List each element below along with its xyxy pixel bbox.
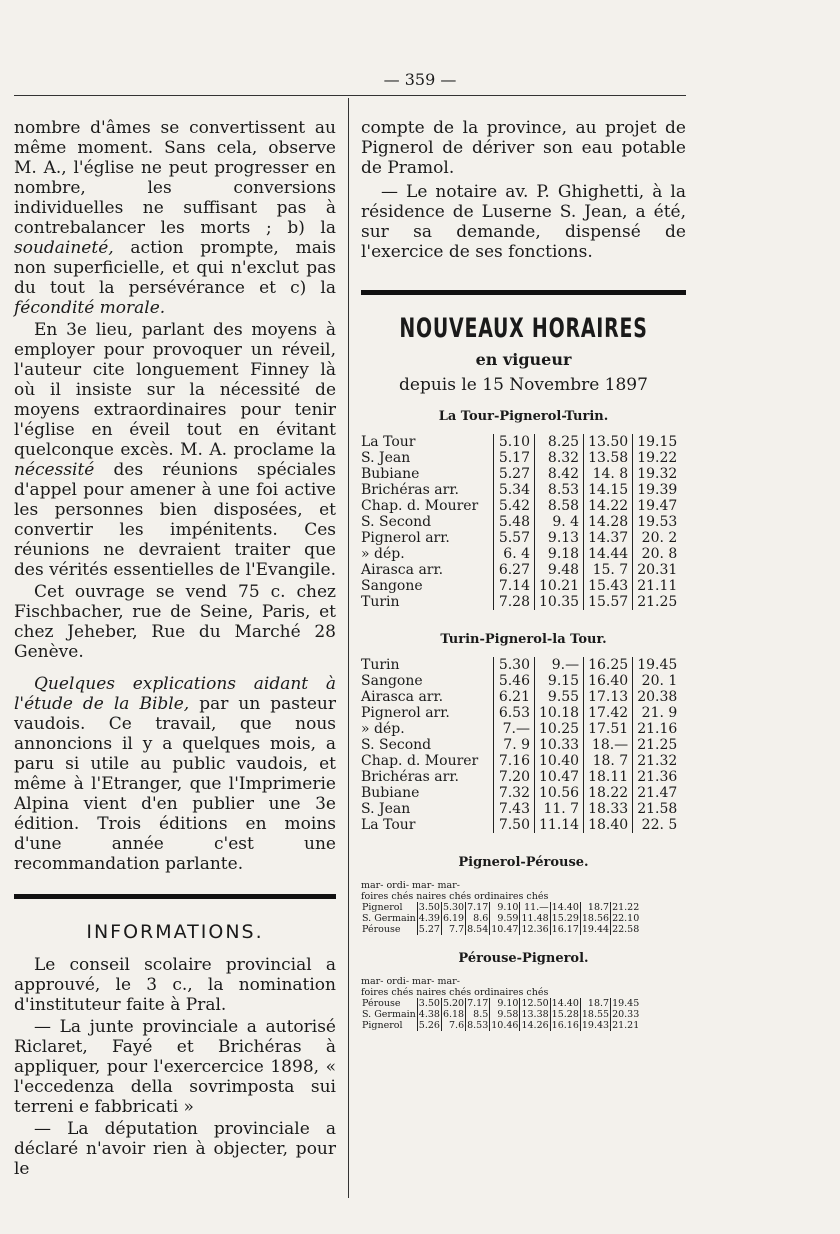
departure-time: 14.44 [584, 546, 633, 562]
station-name: Turin [361, 657, 400, 673]
departure-time: 5.27 [494, 466, 535, 482]
info-deputation: — La députation provinciale a déclaré n'avoir rien à objecter, pour le [14, 1119, 336, 1179]
departure-time: 3.50 [418, 998, 440, 1009]
departure-time: 7.32 [494, 785, 535, 801]
departure-time: 18.33 [584, 801, 633, 817]
timetable-row [361, 657, 681, 673]
station-name: S. Second [361, 737, 432, 753]
departure-time: 5.42 [494, 498, 535, 514]
departure-time: 18.11 [584, 769, 633, 785]
departure-time: 19.45 [612, 998, 640, 1009]
departure-time: 4.38 [418, 1009, 440, 1020]
station-name: Pignerol [362, 1020, 403, 1031]
departure-time: 18.40 [584, 817, 633, 833]
departure-time: 7.17 [467, 902, 489, 913]
departure-time: 21.32 [633, 753, 682, 769]
departure-time: 7.28 [494, 594, 535, 610]
timetable-row [361, 546, 681, 562]
timetable-row [361, 498, 681, 514]
station-name: Pignerol arr. [361, 705, 450, 721]
departure-time: 19.44 [581, 924, 610, 935]
departure-time: 9.58 [490, 1009, 520, 1020]
timetable-title-perouse-pignerol: Pérouse-Pignerol. [458, 951, 589, 966]
station-name: » dép. [361, 546, 405, 562]
timetable-row [361, 1009, 640, 1020]
timetable-row [361, 689, 681, 705]
left-column [14, 118, 336, 1181]
departure-time: 7.6 [441, 1020, 465, 1031]
departure-time: 9.48 [535, 562, 584, 578]
departure-time: 9.18 [535, 546, 584, 562]
station-name: S. Germain [362, 913, 416, 924]
timetable-row [361, 482, 681, 498]
departure-time: 20.31 [633, 562, 682, 578]
departure-time: 20. 8 [633, 546, 682, 562]
departure-time: 15.29 [551, 913, 579, 924]
departure-time: 6.21 [494, 689, 535, 705]
departure-time: 21.47 [633, 785, 682, 801]
station-name: S. Jean [361, 450, 411, 466]
timetable-row [361, 801, 681, 817]
emphasis: fécondité morale. [14, 298, 166, 318]
station-name: Pérouse [362, 998, 401, 1009]
departure-time: 16.40 [584, 673, 633, 689]
timetable-turin-latour [361, 657, 681, 833]
departure-time: 22. 5 [633, 817, 682, 833]
departure-time: 21.22 [612, 902, 640, 913]
departure-time: 19.53 [633, 514, 682, 530]
departure-time: 15.43 [584, 578, 633, 594]
departure-time: 5.26 [418, 1020, 440, 1031]
paragraph-bible [14, 674, 336, 874]
departure-time: 21.11 [633, 578, 682, 594]
section-rule [14, 894, 336, 899]
departure-time: 16.16 [551, 1020, 579, 1031]
departure-time: 10.40 [535, 753, 584, 769]
departure-time: 13.38 [521, 1009, 549, 1020]
text: par un pasteur vaudois. Ce travail, que nous annoncions il y a quelques mois, a paru si utile au public vaudois, et même à l'Etranger, que l'Imprimerie Alpina vient d'en publier une 3e édition. Trois éditions en moins d'une année c'est une recommandation parlante. [14, 694, 336, 874]
header-line: foires chés naires chés ordinaires chés [361, 987, 549, 998]
station-name: Airasca arr. [361, 689, 444, 705]
station-name: Sangone [361, 673, 423, 689]
departure-time: 9.10 [490, 902, 520, 913]
timetable-row [361, 562, 681, 578]
departure-time: 19.15 [633, 434, 682, 450]
departure-time: 14.40 [551, 902, 579, 913]
departure-time: 18.22 [584, 785, 633, 801]
departure-time: 11.48 [521, 913, 549, 924]
timetable-row [361, 721, 681, 737]
header-line: mar- ordi- mar- mar- [361, 976, 460, 987]
departure-time: 6.18 [442, 1009, 465, 1020]
departure-time: 8.32 [535, 450, 584, 466]
right-column [361, 118, 686, 1031]
headline-horaires: NOUVEAUX HORAIRES [399, 313, 648, 344]
station-name: Bubiane [361, 785, 420, 801]
departure-time: 19.47 [633, 498, 682, 514]
departure-time: 10.35 [535, 594, 584, 610]
timetable-row [361, 434, 681, 450]
timetable-header [361, 880, 686, 902]
timetable-row [361, 913, 640, 924]
timetable-latour-turin [361, 434, 681, 610]
departure-time: 18.55 [581, 1009, 610, 1020]
departure-time: 21.25 [633, 594, 682, 610]
departure-time: 5.30 [494, 657, 535, 673]
subhead-date: depuis le 15 Novembre 1897 [399, 375, 648, 395]
departure-time: 7.14 [494, 578, 535, 594]
timetable-row [361, 450, 681, 466]
departure-time: 7.50 [494, 817, 535, 833]
departure-time: 11.14 [535, 817, 584, 833]
timetable-row [361, 737, 681, 753]
departure-time: 12.50 [521, 998, 549, 1009]
timetable-header [361, 976, 686, 998]
section-rule [361, 290, 686, 295]
paragraph-moyens [14, 320, 336, 580]
paragraph-notaire: — Le notaire av. P. Ghighetti, à la résidence de Luserne S. Jean, a été, sur sa demande, dispensé de l'exercice de ses fonctions. [361, 182, 686, 262]
departure-time: 11.— [520, 902, 550, 913]
departure-time: 6.27 [494, 562, 535, 578]
departure-time: 8.25 [535, 434, 584, 450]
departure-time: 4.39 [418, 913, 440, 924]
departure-time: 9.10 [490, 998, 520, 1009]
station-name: S. Germain [362, 1009, 416, 1020]
departure-time: 7.20 [494, 769, 535, 785]
timetable-title-turin-latour: Turin-Pignerol-la Tour. [440, 632, 607, 647]
departure-time: 19.43 [581, 1020, 610, 1031]
departure-time: 8.53 [467, 1020, 489, 1031]
timetable-row [361, 514, 681, 530]
station-name: Turin [361, 594, 400, 610]
departure-time: 5.46 [494, 673, 535, 689]
timetable-perouse-pignerol [361, 998, 640, 1031]
departure-time: 17.51 [584, 721, 633, 737]
departure-time: 20. 1 [633, 673, 682, 689]
departure-time: 22.10 [612, 913, 640, 924]
emphasis: soudaineté, [14, 238, 114, 258]
departure-time: 21.16 [633, 721, 682, 737]
departure-time: 5.20 [442, 998, 465, 1009]
station-name: Bubiane [361, 466, 420, 482]
departure-time: 14.22 [584, 498, 633, 514]
departure-time: 7.16 [494, 753, 535, 769]
departure-time: 19.32 [633, 466, 682, 482]
departure-time: 3.50 [418, 902, 440, 913]
departure-time: 14.26 [521, 1020, 549, 1031]
paragraph-pramol: compte de la province, au projet de Pignerol de dériver son eau potable de Pramol. [361, 118, 686, 178]
departure-time: 9.— [535, 657, 584, 673]
departure-time: 9.15 [535, 673, 584, 689]
departure-time: 9.55 [535, 689, 584, 705]
emphasis: Quelques explications aidant à l'étude de la Bible, [14, 674, 336, 714]
departure-time: 8.6 [466, 913, 490, 924]
departure-time: 5.57 [494, 530, 535, 546]
station-name: Pignerol [362, 902, 403, 913]
station-name: Pérouse [362, 924, 401, 935]
timetable-title-latour-turin: La Tour-Pignerol-Turin. [438, 409, 609, 424]
departure-time: 22.58 [612, 924, 640, 935]
departure-time: 14. 8 [584, 466, 633, 482]
timetable-row [361, 673, 681, 689]
departure-time: 7.— [494, 721, 535, 737]
departure-time: 20.38 [633, 689, 682, 705]
timetable-row [361, 785, 681, 801]
departure-time: 6. 4 [494, 546, 535, 562]
paragraph-conversions [14, 118, 336, 318]
departure-time: 5.10 [494, 434, 535, 450]
departure-time: 15.57 [584, 594, 633, 610]
station-name: Pignerol arr. [361, 530, 450, 546]
emphasis: nécessité [14, 460, 95, 480]
departure-time: 9.13 [535, 530, 584, 546]
departure-time: 10.56 [535, 785, 584, 801]
timetable-row [361, 769, 681, 785]
departure-time: 14.40 [551, 998, 579, 1009]
departure-time: 18.56 [581, 913, 610, 924]
departure-time: 18.7 [580, 998, 610, 1009]
departure-time: 13.58 [584, 450, 633, 466]
departure-time: 13.50 [584, 434, 633, 450]
station-name: S. Jean [361, 801, 411, 817]
departure-time: 10.46 [491, 1020, 519, 1031]
departure-time: 5.17 [494, 450, 535, 466]
departure-time: 5.30 [442, 902, 465, 913]
departure-time: 8.42 [535, 466, 584, 482]
text: action prompte, mais non superficielle, et qui n'exclut pas du tout la persévérance et c) la [14, 238, 336, 298]
departure-time: 8.58 [535, 498, 584, 514]
station-name: La Tour [361, 434, 416, 450]
departure-time: 19.39 [633, 482, 682, 498]
departure-time: 20. 2 [633, 530, 682, 546]
departure-time: 5.34 [494, 482, 535, 498]
departure-time: 19.22 [633, 450, 682, 466]
departure-time: 21.36 [633, 769, 682, 785]
station-name: Brichéras arr. [361, 769, 459, 785]
departure-time: 10.33 [535, 737, 584, 753]
station-name: Airasca arr. [361, 562, 444, 578]
departure-time: 11. 7 [535, 801, 584, 817]
subhead-vigueur: en vigueur [475, 350, 572, 369]
departure-time: 21. 9 [633, 705, 682, 721]
column-separator [348, 98, 349, 1198]
timetable-row [361, 594, 681, 610]
departure-time: 19.45 [633, 657, 682, 673]
departure-time: 7.17 [467, 998, 489, 1009]
departure-time: 21.25 [633, 737, 682, 753]
timetable-row [361, 530, 681, 546]
station-name: » dép. [361, 721, 405, 737]
departure-time: 7.7 [441, 924, 465, 935]
page-number: — 359 — [383, 70, 457, 89]
timetable-row [361, 753, 681, 769]
departure-time: 16.25 [584, 657, 633, 673]
departure-time: 9.59 [490, 913, 520, 924]
station-name: Chap. d. Mourer [361, 753, 479, 769]
section-title-informations: INFORMATIONS. [86, 921, 264, 943]
departure-time: 8.53 [535, 482, 584, 498]
departure-time: 15. 7 [584, 562, 633, 578]
departure-time: 17.13 [584, 689, 633, 705]
timetable-row [361, 902, 640, 913]
departure-time: 10.18 [535, 705, 584, 721]
departure-time: 5.48 [494, 514, 535, 530]
station-name: Sangone [361, 578, 423, 594]
departure-time: 8.54 [467, 924, 489, 935]
departure-time: 5.27 [418, 924, 440, 935]
timetable-row [361, 1020, 640, 1031]
timetable-row [361, 998, 640, 1009]
departure-time: 10.25 [535, 721, 584, 737]
timetable-row [361, 578, 681, 594]
departure-time: 15.28 [551, 1009, 579, 1020]
departure-time: 9. 4 [535, 514, 584, 530]
info-conseil: Le conseil scolaire provincial a approuvé, le 3 c., la nomination d'instituteur faite à Pral. [14, 955, 336, 1015]
timetable-pignerol-perouse [361, 902, 640, 935]
header-rule [14, 95, 686, 96]
timetable-row [361, 924, 640, 935]
paragraph-vente: Cet ouvrage se vend 75 c. chez Fischbacher, rue de Seine, Paris, et chez Jeheber, Rue du Marché 28 Genève. [14, 582, 336, 662]
station-name: Brichéras arr. [361, 482, 459, 498]
timetable-row [361, 705, 681, 721]
departure-time: 6.53 [494, 705, 535, 721]
info-junte: — La junte provinciale a autorisé Riclaret, Fayé et Brichéras à appliquer, pour l'exercercice 1898, « l'eccedenza della sovrimposta sui terreni e fabbricati » [14, 1017, 336, 1117]
text: des réunions spéciales d'appel pour amener à une foi active les personnes bien disposées, et convertir les impénitents. Ces réunions ne devraient traiter que des vérités essentielles de l'Evangile. [14, 460, 337, 580]
departure-time: 18.7 [580, 902, 610, 913]
text: En 3e lieu, parlant des moyens à employer pour provoquer un réveil, l'auteur cite longuement Finney là où il insiste sur la nécessité de moyens extraordinaires pour tenir l'église en éveil tout en évitant quelconque excès. M. A. proclame la [14, 320, 336, 460]
departure-time: 7.43 [494, 801, 535, 817]
departure-time: 8.5 [466, 1009, 490, 1020]
departure-time: 18. 7 [584, 753, 633, 769]
departure-time: 7. 9 [494, 737, 535, 753]
departure-time: 21.21 [612, 1020, 640, 1031]
station-name: La Tour [361, 817, 416, 833]
departure-time: 18.— [584, 737, 633, 753]
departure-time: 21.58 [633, 801, 682, 817]
departure-time: 10.21 [535, 578, 584, 594]
departure-time: 6.19 [442, 913, 465, 924]
header-line: mar- ordi- mar- mar- [361, 880, 460, 891]
header-line: foires chés naires chés ordinaires chés [361, 891, 549, 902]
timetable-row [361, 466, 681, 482]
timetable-title-pignerol-perouse: Pignerol-Pérouse. [458, 855, 589, 870]
departure-time: 17.42 [584, 705, 633, 721]
timetable-row [361, 817, 681, 833]
departure-time: 14.28 [584, 514, 633, 530]
text: nombre d'âmes se convertissent au même moment. Sans cela, observe M. A., l'église ne peut progresser en nombre, les conversions individuelles ne suffisant pas à contrebalancer les morts ; b) la [14, 118, 336, 238]
departure-time: 20.33 [612, 1009, 640, 1020]
departure-time: 14.37 [584, 530, 633, 546]
departure-time: 10.47 [535, 769, 584, 785]
station-name: Chap. d. Mourer [361, 498, 479, 514]
departure-time: 10.47 [491, 924, 519, 935]
departure-time: 16.17 [551, 924, 579, 935]
departure-time: 12.36 [521, 924, 549, 935]
departure-time: 14.15 [584, 482, 633, 498]
station-name: S. Second [361, 514, 432, 530]
